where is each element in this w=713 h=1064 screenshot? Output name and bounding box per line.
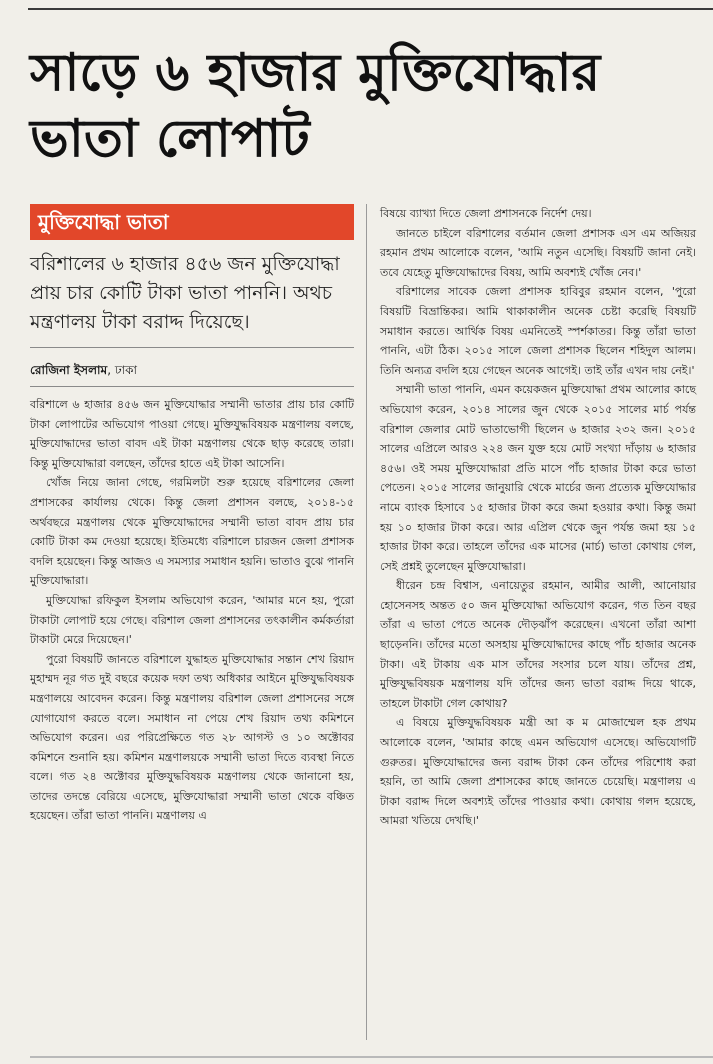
- column-divider: [366, 204, 367, 1040]
- body-paragraph: এ বিষয়ে মুক্তিযুদ্ধবিষয়ক মন্ত্রী আ ক ম মোজাম্মেল হক প্রথম আলোকে বলেন, 'আমার কাছে এমন অভিযোগ এসেছে। অভিযোগটি গুরুতর। মুক্তিযোদ্ধাদের জন্য বরাদ্দ টাকা কেন তাঁদের পরিশোধ করা হয়নি, তা আমি জেলা প্রশাসকের কাছে জানতে চেয়েছি। মন্ত্রণালয় এ টাকা বরাদ্দ দিলে অবশ্যই তাঁদের পাওয়ার কথা। কোথায় গলদ হয়েছে, আমরা খতিয়ে দেখছি।': [380, 716, 696, 828]
- body-paragraph: মুক্তিযোদ্ধা রফিকুল ইসলাম অভিযোগ করেন, 'আমার মনে হয়, পুরো টাকাটা লোপাট হয়ে গেছে। বরিশাল জেলা প্রশাসনের তৎকালীন কর্মকর্তারা টাকাটা মেরে দিয়েছেন।': [30, 593, 354, 647]
- left-column: [30, 204, 354, 826]
- headline: সাড়ে ৬ হাজার মুক্তিযোদ্ধার ভাতা লোপাট: [30, 43, 601, 169]
- body-paragraph: বরিশালের সাবেক জেলা প্রশাসক হাবিবুর রহমান বলেন, 'পুরো বিষয়টি বিভ্রান্তিকর। আমি থাকাকালীন অনেক চেষ্টা করেছি বিষয়টি সমাধান করতে। আর্থিক বিষয় এমনিতেই স্পর্শকাতর। কিন্তু তাঁরা ভাতা পাননি, এটা ঠিক। ২০১৫ সালে জেলা প্রশাসক ছিলেন শহিদুল আলম। তিনি অন্যত্র বদলি হয়ে গেছেন অনেক আগেই। তাই তাঁর এখন দায় নেই।': [380, 285, 696, 377]
- body-paragraph: ধীরেন চন্দ্র বিশ্বাস, এনায়েতুর রহমান, আমীর আলী, আনোয়ার হোসেনসহ অন্তত ৫০ জন মুক্তিযোদ্ধা অভিযোগ করেন, গত তিন বছর তাঁরা এ ভাতা পেতে অনেক দৌড়ঝাঁপ করেছেন। এখনো তাঁরা আশা ছাড়েননি। তাঁদের মতো অসহায় মুক্তিযোদ্ধাদের কাছে পাঁচ হাজার অনেক টাকা। এই টাকায় এক মাস তাঁদের সংসার চলে যায়। তাঁদের প্রশ্ন, মুক্তিযুদ্ধবিষয়ক মন্ত্রণালয় যদি তাঁদের জন্য ভাতা বরাদ্দ দিয়ে থাকে, তাহলে টাকাটা গেল কোথায়?: [380, 579, 696, 710]
- byline-place: , ঢাকা: [107, 363, 137, 377]
- top-border-rule: [28, 8, 713, 10]
- body-paragraph: বিষয়ে ব্যাখ্যা দিতে জেলা প্রশাসনকে নির্দেশ দেয়।: [380, 207, 592, 220]
- byline-author: রোজিনা ইসলাম: [30, 363, 108, 377]
- body-paragraph: পুরো বিষয়টি জানতে বরিশালে যুদ্ধাহত মুক্তিযোদ্ধার সন্তান শেখ রিয়াদ মুহাম্মদ নূর গত দুই বছরে কয়েক দফা তথ্য অধিকার আইনে মুক্তিযুদ্ধবিষয়ক মন্ত্রণালয়ে আবেদন করেন। কিন্তু মন্ত্রণালয় বরিশাল জেলা প্রশাসনের সঙ্গে যোগাযোগ করতে বলে। সমাধান না পেয়ে শেখ রিয়াদ তথ্য কমিশনে অভিযোগ করেন। এর পরিপ্রেক্ষিতে গত ২৮ আগস্ট ও ১০ অক্টোবর কমিশনে শুনানি হয়। কমিশন মন্ত্রণালয়কে সম্মানী ভাতা দিতে ব্যবস্থা নিতে বলে। গত ২৪ অক্টোবর মুক্তিযুদ্ধবিষয়ক মন্ত্রণালয় থেকে জানানো হয়, তাদের তদন্তে বেরিয়ে এসেছে, মুক্তিযোদ্ধারা সম্মানী ভাতা থেকে বঞ্চিত হয়েছেন। তাঁরা ভাতা পাননি। মন্ত্রণালয় এ: [30, 652, 354, 823]
- byline: [30, 360, 354, 387]
- intro-summary: বরিশালের ৬ হাজার ৪৫৬ জন মুক্তিযোদ্ধা প্রায় চার কোটি টাকা ভাতা পাননি। অথচ মন্ত্রণালয় টাকা বরাদ্দ দিয়েছে।: [30, 250, 354, 348]
- body-paragraph: সম্মানী ভাতা পাননি, এমন কয়েকজন মুক্তিযোদ্ধা প্রথম আলোর কাছে অভিযোগ করেন, ২০১৪ সালের জুন থেকে ২০১৫ সালের মার্চ পর্যন্ত বরিশাল জেলার মোট ভাতাভোগী ছিলেন ৬ হাজার ২৩২ জন। ২০১৫ সালের এপ্রিলে আরও ২২৪ জন যুক্ত হয়ে মোট সংখ্যা দাঁড়ায় ৬ হাজার ৪৫৬। ওই সময় মুক্তিযোদ্ধারা প্রতি মাসে পাঁচ হাজার টাকা করে ভাতা পেতেন। ২০১৫ সালের জানুয়ারি থেকে মার্চের জন্য প্রত্যেক মুক্তিযোদ্ধার নামে ব্যাংক হিসাবে ১৫ হাজার টাকা করে জমা হওয়ার কথা। কিন্তু জমা হয় ১০ হাজার টাকা করে। আর এপ্রিল থেকে জুন পর্যন্ত জমা হয় ১৫ হাজার টাকা করে। তাহলে তাঁদের এক মাসের (মার্চ) ভাতা কোথায় গেল, সেই প্রশ্নই তুলেছেন মুক্তিযোদ্ধারা।: [380, 383, 696, 573]
- body-paragraph: খোঁজ নিয়ে জানা গেছে, গরমিলটা শুরু হয়েছে বরিশালের জেলা প্রশাসকের কার্যালয় থেকে। কিন্তু জেলা প্রশাসন বলছে, ২০১৪-১৫ অর্থবছরে মন্ত্রণালয় থেকে মুক্তিযোদ্ধাদের সম্মানী ভাতা বাবদ প্রায় চার কোটি টাকা কম দেওয়া হয়েছে। ইতিমধ্যে বরিশালে চারজন জেলা প্রশাসক বদলি হয়েছেন। কিন্তু আজও এ সমস্যার সমাধান হয়নি। ভাতাও বুঝে পাননি মুক্তিযোদ্ধারা।: [30, 476, 354, 588]
- body-paragraph: বরিশালে ৬ হাজার ৪৫৬ জন মুক্তিযোদ্ধার সম্মানী ভাতার প্রায় চার কোটি টাকা লোপাটের অভিযোগ পাওয়া গেছে। মুক্তিযুদ্ধবিষয়ক মন্ত্রণালয় বলছে, মুক্তিযোদ্ধাদের ভাতা বাবদ এই টাকা মন্ত্রণালয় থেকে ছাড় করেছে তারা। কিন্তু মুক্তিযোদ্ধারা বলছেন, তাঁদের হাতে এই টাকা আসেনি।: [30, 398, 354, 470]
- body-paragraph: জানতে চাইলে বরিশালের বর্তমান জেলা প্রশাসক এস এম অজিয়র রহমান প্রথম আলোকে বলেন, 'আমি নতুন এসেছি। বিষয়টি জানা নেই। তবে যেহেতু মুক্তিযোদ্ধাদের বিষয়, আমি অবশ্যই খোঁজ নেব।': [380, 226, 696, 279]
- bottom-border-rule: [30, 1056, 713, 1058]
- section-tag: মুক্তিযোদ্ধা ভাতা: [30, 204, 354, 240]
- right-column: [380, 204, 696, 831]
